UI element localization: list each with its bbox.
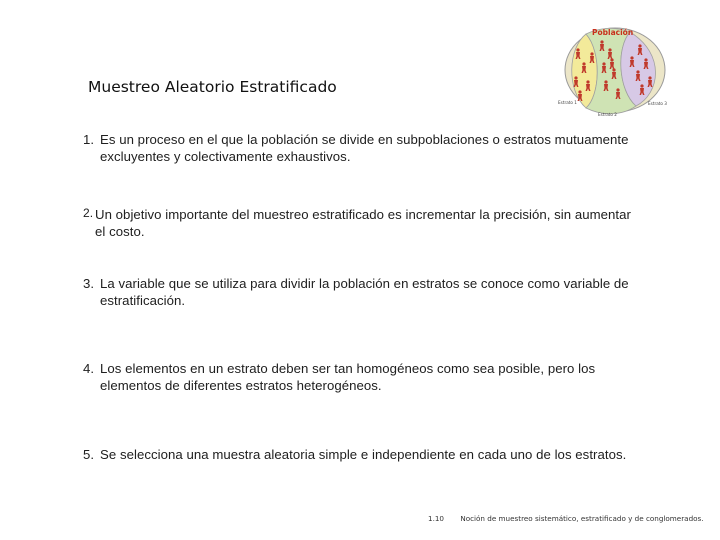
- figure-title: Población: [592, 28, 634, 37]
- point-2: [83, 206, 643, 240]
- population-diagram: [556, 24, 674, 124]
- slide-title: Muestreo Aleatorio Estratificado: [88, 78, 337, 96]
- stratum-label-1: Estrato 1: [558, 100, 577, 105]
- point-number: 1.: [83, 132, 95, 147]
- point-3: [83, 275, 643, 309]
- stratum-label-3: Estrato 3: [648, 101, 667, 106]
- stratum-label-2: Estrato 2: [598, 112, 617, 117]
- point-5: [83, 446, 643, 463]
- point-text: Un objetivo importante del muestreo estratificado es incrementar la precisión, sin aumentar el costo.: [95, 207, 631, 239]
- point-4: [83, 360, 643, 394]
- point-text: Se selecciona una muestra aleatoria simple e independiente en cada uno de los estratos.: [100, 447, 627, 462]
- point-text: Los elementos en un estrato deben ser tan homogéneos como sea posible, pero los elementos de diferentes estratos heterogéneos.: [100, 361, 596, 393]
- point-number: 4.: [83, 361, 95, 376]
- footer-code: 1.10: [428, 514, 445, 523]
- point-text: Es un proceso en el que la población se divide en subpoblaciones o estratos mutuamente excluyentes y colectivamente exhaustivos.: [100, 132, 629, 164]
- point-number: 2.: [83, 206, 94, 220]
- point-1: [83, 131, 643, 165]
- point-text: La variable que se utiliza para dividir la población en estratos se conoce como variable de estratificación.: [100, 276, 629, 308]
- point-number: 5.: [83, 447, 95, 462]
- footer-text: Noción de muestreo sistemático, estratificado y de conglomerados.: [460, 514, 704, 523]
- population-strata-figure: [556, 24, 674, 124]
- slide-footer: [428, 514, 704, 523]
- point-number: 3.: [83, 276, 95, 291]
